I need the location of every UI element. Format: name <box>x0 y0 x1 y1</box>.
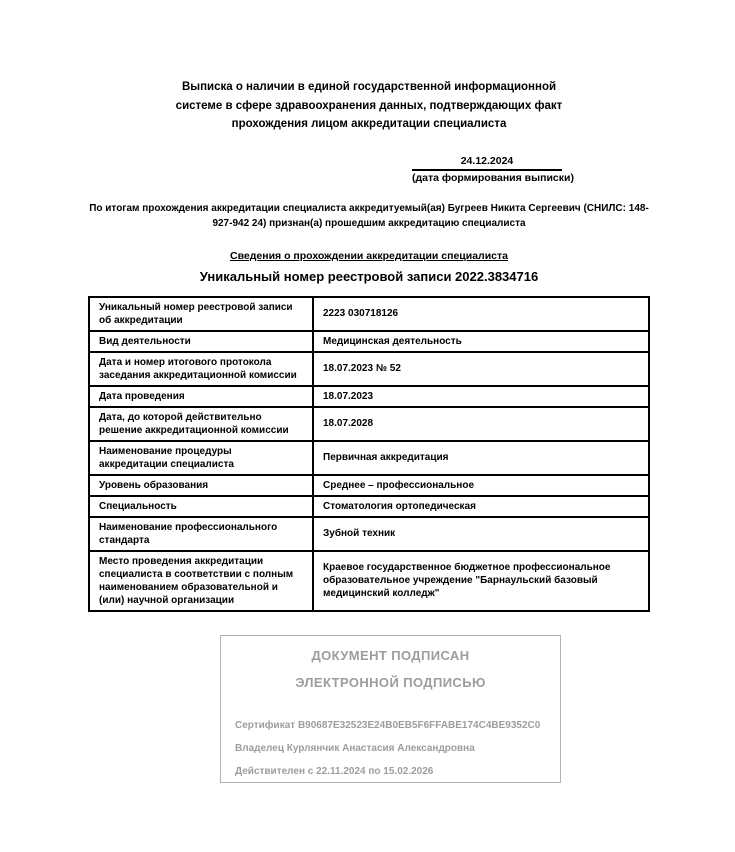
generation-date: 24.12.2024 <box>412 155 562 171</box>
table-row <box>89 496 649 517</box>
document-content <box>88 0 650 783</box>
generation-date-block <box>88 155 650 184</box>
section-heading: Сведения о прохождении аккредитации специалиста <box>230 249 508 262</box>
row-label: Вид деятельности <box>89 331 313 352</box>
table-row <box>89 441 649 475</box>
row-label: Наименование процедуры аккредитации специалиста <box>89 441 313 475</box>
signature-stamp <box>220 635 561 783</box>
accreditation-table <box>88 296 650 612</box>
table-row <box>89 297 649 331</box>
generation-date-field <box>412 154 574 184</box>
row-label: Уровень образования <box>89 475 313 496</box>
row-label: Место проведения аккредитации специалиста в соответствии с полным наименованием образовательной и (или) научной организации <box>89 551 313 611</box>
certificate-validity: Действителен с 22.11.2024 по 15.02.2026 <box>235 765 434 777</box>
row-label: Дата проведения <box>89 386 313 407</box>
table-row <box>89 475 649 496</box>
row-label: Уникальный номер реестровой записи об аккредитации <box>89 297 313 331</box>
document-title: Выписка о наличии в единой государственной информационной системе в сфере здравоохранения данных, подтверждающих факт прохождения лицом аккредитации специалиста <box>175 81 563 130</box>
row-value: Среднее – профессиональное <box>313 475 649 496</box>
stamp-title-line2: ЭЛЕКТРОННОЙ ПОДПИСЬЮ <box>295 674 486 690</box>
row-value: Краевое государственное бюджетное профессиональное образовательное учреждение "Барнаульский базовый медицинский колледж" <box>313 551 649 611</box>
row-value: Стоматология ортопедическая <box>313 496 649 517</box>
row-label: Наименование профессионального стандарта <box>89 517 313 551</box>
table-row <box>89 386 649 407</box>
row-value: Первичная аккредитация <box>313 441 649 475</box>
intro-paragraph: По итогам прохождения аккредитации специалиста аккредитуемый(ая) Бугреев Никита Сергеевич (СНИЛС: 148-927-942 24) признан(а) прошедшим аккредитацию специалиста <box>89 202 649 229</box>
registry-number-heading: Уникальный номер реестровой записи 2022.3834716 <box>199 268 539 284</box>
row-value: 18.07.2023 <box>313 386 649 407</box>
table-row <box>89 331 649 352</box>
table-row <box>89 551 649 611</box>
table-row <box>89 517 649 551</box>
row-label: Дата, до которой действительно решение аккредитационной комиссии <box>89 407 313 441</box>
generation-date-caption: (дата формирования выписки) <box>412 171 574 184</box>
row-value: Зубной техник <box>313 517 649 551</box>
row-value: 18.07.2023 № 52 <box>313 352 649 386</box>
row-value: 2223 030718126 <box>313 297 649 331</box>
row-value: Медицинская деятельность <box>313 331 649 352</box>
table-row <box>89 407 649 441</box>
row-label: Специальность <box>89 496 313 517</box>
stamp-title-line1: ДОКУМЕНТ ПОДПИСАН <box>311 647 470 663</box>
stamp-details <box>221 720 560 778</box>
row-value: 18.07.2028 <box>313 407 649 441</box>
certificate-owner: Владелец Курлянчик Анастасия Александровна <box>235 742 475 754</box>
row-label: Дата и номер итогового протокола заседания аккредитационной комиссии <box>89 352 313 386</box>
table-row <box>89 352 649 386</box>
certificate-number: Сертификат B90687E32523E24B0EB5F6FFABE174C4BE9352C0 <box>235 719 541 731</box>
